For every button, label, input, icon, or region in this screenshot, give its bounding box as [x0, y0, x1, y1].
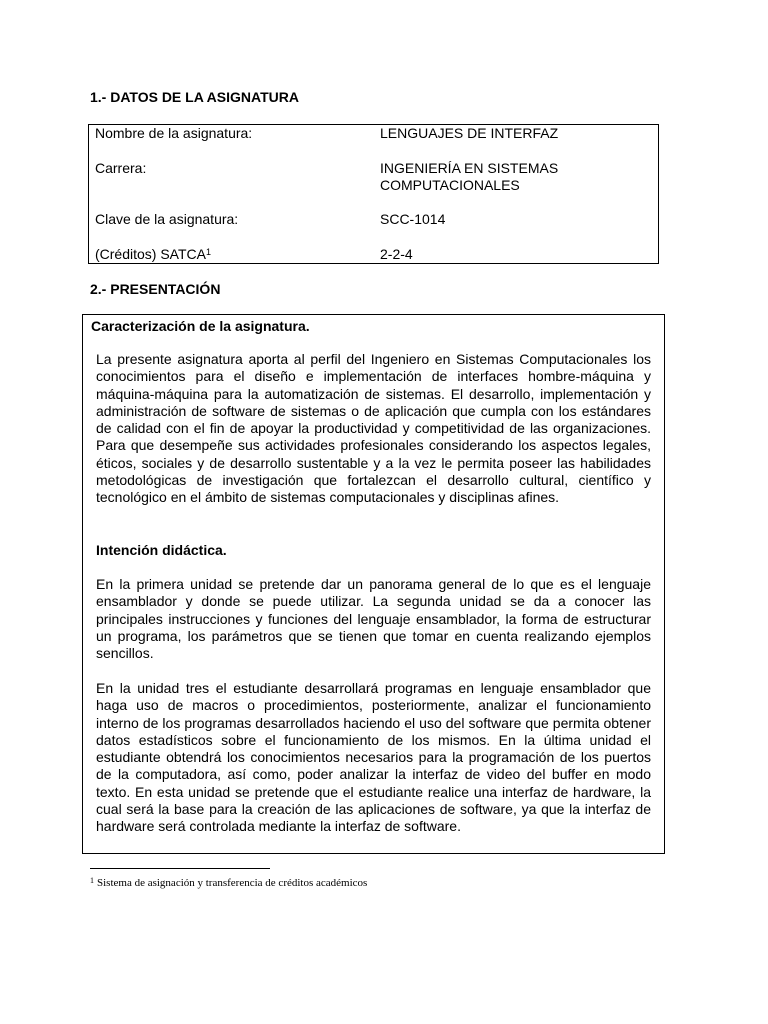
datos-table: [88, 124, 659, 264]
row-value: LENGUAJES DE INTERFAZ: [380, 125, 559, 141]
row-label: [95, 246, 211, 263]
caracterizacion-title: Caracterización de la asignatura.: [91, 318, 310, 334]
section-heading-presentacion: 2.- PRESENTACIÓN: [90, 281, 221, 297]
footnote-divider: [90, 868, 270, 869]
satca-label: (Créditos) SATCA: [95, 246, 206, 262]
section-heading-datos: 1.- DATOS DE LA ASIGNATURA: [90, 89, 299, 105]
row-value: SCC-1014: [380, 211, 446, 227]
intencion-title: Intención didáctica.: [96, 542, 227, 558]
intencion-paragraph-1: En la primera unidad se pretende dar un panorama general de lo que es el lenguaje ensamblador y donde se puede utilizar. La segunda unidad se da a conocer las principales instrucciones y funciones del lenguaje ensamblador, la forma de estructurar un programa, los parámetros que se tienen que tomar en cuenta realizando ejemplos sencillos.: [96, 576, 651, 662]
row-value: 2-2-4: [380, 246, 413, 262]
caracterizacion-paragraph: La presente asignatura aporta al perfil del Ingeniero en Sistemas Computacionales los conocimientos para el diseño e implementación de interfaces hombre-máquina y máquina-máquina para la automatización de sistemas. El desarrollo, implementación y administración de software de sistemas o de aplicación que cumpla con los estándares de calidad con el fin de apoyar la productividad y competitividad de las organizaciones. Para que desempeñe sus actividades profesionales considerando los aspectos legales, éticos, sociales y de desarrollo sustentable y a la vez le permita poseer las habilidades metodológicas de investigación que fortalezcan el desarrollo cultural, científico y tecnológico en el ámbito de sistemas computacionales y disciplinas afines.: [96, 351, 651, 506]
row-value: INGENIERÍA EN SISTEMAS COMPUTACIONALES: [380, 160, 559, 193]
presentacion-box: [82, 314, 665, 854]
footnote-text: Sistema de asignación y transferencia de créditos académicos: [97, 877, 368, 889]
intencion-paragraph-2: En la unidad tres el estudiante desarrollará programas en lenguaje ensamblador que haga uso de macros o procedimientos, posteriormente, analizar el funcionamiento interno de los programas desarrollados haciendo el uso del software que permita obtener datos estadísticos sobre el funcionamiento de los mismos. En la última unidad el estudiante obtendrá los conocimientos necesarios para la programación de los puertos de la computadora, así como, poder analizar la interfaz de video del buffer en modo texto. En esta unidad se pretende que el estudiante realice una interfaz de hardware, la cual será la base para la creación de las aplicaciones de software, ya que la interfaz de hardware será controlada mediante la interfaz de software.: [96, 680, 651, 835]
footnote-mark: 1: [90, 876, 94, 885]
footnote-reference: 1: [205, 247, 211, 257]
footnote: [90, 876, 367, 890]
row-label: Clave de la asignatura:: [95, 211, 239, 227]
row-label: Nombre de la asignatura:: [95, 125, 253, 141]
row-label: Carrera:: [95, 160, 147, 176]
